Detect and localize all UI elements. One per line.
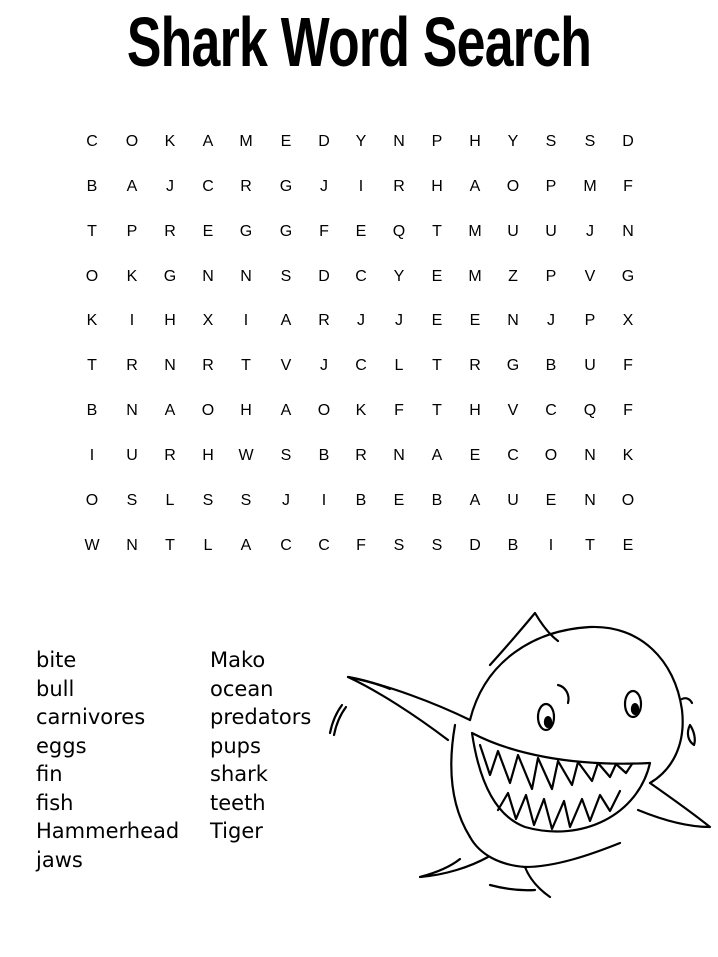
grid-letter: N bbox=[507, 312, 519, 329]
grid-letter: B bbox=[355, 492, 367, 509]
grid-letter: M bbox=[468, 223, 482, 240]
word-list-item: predators bbox=[210, 705, 312, 729]
grid-letter: O bbox=[201, 402, 215, 419]
grid-letter: U bbox=[126, 447, 138, 464]
grid-letter: X bbox=[622, 312, 634, 329]
grid-letter: E bbox=[355, 223, 367, 240]
grid-letter: R bbox=[164, 223, 176, 240]
grid-letter: E bbox=[469, 312, 481, 329]
grid-letter: F bbox=[394, 402, 404, 419]
grid-letter: W bbox=[238, 447, 254, 464]
grid-letter: Q bbox=[583, 402, 597, 419]
grid-letter: U bbox=[507, 223, 519, 240]
grid-letter: M bbox=[468, 268, 482, 285]
grid-letter: J bbox=[320, 357, 328, 374]
grid-letter: S bbox=[240, 492, 252, 509]
grid-letter: Z bbox=[508, 268, 518, 285]
grid-letter: P bbox=[431, 133, 443, 150]
grid-letter: I bbox=[129, 312, 135, 329]
grid-letter: P bbox=[584, 312, 596, 329]
grid-letter: Y bbox=[507, 133, 519, 150]
grid-letter: A bbox=[202, 133, 214, 150]
grid-letter: E bbox=[545, 492, 557, 509]
grid-letter: I bbox=[548, 537, 554, 554]
grid-letter: P bbox=[545, 178, 557, 195]
grid-letter: E bbox=[622, 537, 634, 554]
grid-letter: E bbox=[202, 223, 214, 240]
grid-letter: E bbox=[280, 133, 292, 150]
grid-letter: S bbox=[126, 492, 138, 509]
grid-letter: M bbox=[239, 133, 253, 150]
word-list-item: Hammerhead bbox=[36, 819, 180, 843]
grid-letter: E bbox=[431, 312, 443, 329]
grid-letter: H bbox=[431, 178, 443, 195]
grid-letter: R bbox=[355, 447, 367, 464]
grid-letter: C bbox=[507, 447, 519, 464]
grid-letter: J bbox=[357, 312, 365, 329]
word-list-item: jaws bbox=[36, 848, 83, 872]
grid-letter: A bbox=[164, 402, 176, 419]
word-list-item: Mako bbox=[210, 648, 266, 672]
grid-letter: C bbox=[86, 133, 98, 150]
grid-letter: K bbox=[126, 268, 138, 285]
grid-letter: A bbox=[431, 447, 443, 464]
grid-letter: I bbox=[321, 492, 327, 509]
grid-letter: J bbox=[282, 492, 290, 509]
grid-letter: T bbox=[432, 357, 442, 374]
grid-letter: C bbox=[318, 537, 330, 554]
word-list-item: Tiger bbox=[210, 819, 263, 843]
grid-letter: S bbox=[431, 537, 443, 554]
grid-letter: A bbox=[240, 537, 252, 554]
grid-letter: H bbox=[164, 312, 176, 329]
grid-letter: N bbox=[393, 447, 405, 464]
grid-letter: Q bbox=[392, 223, 406, 240]
grid-letter: S bbox=[393, 537, 405, 554]
grid-letter: F bbox=[623, 402, 633, 419]
grid-letter: I bbox=[243, 312, 249, 329]
grid-letter: N bbox=[240, 268, 252, 285]
grid-letter: A bbox=[126, 178, 138, 195]
grid-letter: C bbox=[355, 268, 367, 285]
grid-letter: D bbox=[318, 133, 330, 150]
grid-letter: I bbox=[89, 447, 95, 464]
grid-letter: B bbox=[431, 492, 443, 509]
grid-letter: S bbox=[584, 133, 596, 150]
cartoon-shark-icon bbox=[320, 605, 718, 905]
grid-letter: P bbox=[126, 223, 138, 240]
grid-letter: C bbox=[545, 402, 557, 419]
grid-letter: K bbox=[622, 447, 634, 464]
grid-letter: L bbox=[203, 537, 213, 554]
word-list-item: teeth bbox=[210, 791, 266, 815]
grid-letter: J bbox=[547, 312, 555, 329]
grid-letter: O bbox=[85, 268, 99, 285]
grid-letter: N bbox=[584, 492, 596, 509]
grid-letter: S bbox=[545, 133, 557, 150]
grid-letter: A bbox=[280, 402, 292, 419]
grid-letter: E bbox=[469, 447, 481, 464]
grid-letter: O bbox=[85, 492, 99, 509]
grid-letter: F bbox=[623, 178, 633, 195]
grid-letter: K bbox=[86, 312, 98, 329]
grid-letter: G bbox=[163, 268, 177, 285]
grid-letter: B bbox=[507, 537, 519, 554]
word-list-item: ocean bbox=[210, 677, 274, 701]
grid-letter: R bbox=[126, 357, 138, 374]
grid-letter: O bbox=[544, 447, 558, 464]
page-title: Shark Word Search bbox=[126, 3, 592, 81]
grid-letter: T bbox=[87, 357, 97, 374]
grid-letter: N bbox=[393, 133, 405, 150]
grid-letter: E bbox=[393, 492, 405, 509]
grid-letter: H bbox=[202, 447, 214, 464]
grid-letter: K bbox=[164, 133, 176, 150]
grid-letter: O bbox=[317, 402, 331, 419]
grid-letter: V bbox=[584, 268, 596, 285]
grid-letter: B bbox=[86, 402, 98, 419]
grid-letter: T bbox=[585, 537, 595, 554]
grid-letter: G bbox=[279, 223, 293, 240]
grid-letter: X bbox=[202, 312, 214, 329]
grid-letter: N bbox=[126, 537, 138, 554]
grid-letter: A bbox=[469, 178, 481, 195]
grid-letter: G bbox=[621, 268, 635, 285]
grid-letter: F bbox=[319, 223, 329, 240]
grid-letter: C bbox=[355, 357, 367, 374]
grid-letter: P bbox=[545, 268, 557, 285]
grid-letter: K bbox=[355, 402, 367, 419]
grid-letter: H bbox=[469, 133, 481, 150]
grid-letter: N bbox=[126, 402, 138, 419]
grid-letter: L bbox=[165, 492, 175, 509]
grid-letter: R bbox=[240, 178, 252, 195]
grid-letter: O bbox=[506, 178, 520, 195]
grid-letter: J bbox=[166, 178, 174, 195]
grid-letter: G bbox=[279, 178, 293, 195]
grid-letter: T bbox=[87, 223, 97, 240]
word-list-item: eggs bbox=[36, 734, 87, 758]
grid-letter: U bbox=[507, 492, 519, 509]
word-list-item: bite bbox=[36, 648, 77, 672]
grid-letter: D bbox=[469, 537, 481, 554]
grid-letter: B bbox=[318, 447, 330, 464]
word-list-item: pups bbox=[210, 734, 261, 758]
grid-letter: Y bbox=[355, 133, 367, 150]
word-list-item: bull bbox=[36, 677, 75, 701]
grid-letter: E bbox=[431, 268, 443, 285]
grid-letter: S bbox=[280, 268, 292, 285]
grid-letter: C bbox=[280, 537, 292, 554]
grid-letter: W bbox=[84, 537, 100, 554]
grid-letter: T bbox=[241, 357, 251, 374]
grid-letter: J bbox=[395, 312, 403, 329]
grid-letter: J bbox=[320, 178, 328, 195]
word-list-item: fin bbox=[36, 762, 63, 786]
grid-letter: V bbox=[507, 402, 519, 419]
grid-letter: N bbox=[622, 223, 634, 240]
grid-letter: D bbox=[318, 268, 330, 285]
grid-letter: M bbox=[583, 178, 597, 195]
grid-letter: D bbox=[622, 133, 634, 150]
grid-letter: I bbox=[358, 178, 364, 195]
grid-letter: Y bbox=[393, 268, 405, 285]
word-list-item: shark bbox=[210, 762, 268, 786]
grid-letter: F bbox=[623, 357, 633, 374]
grid-letter: J bbox=[586, 223, 594, 240]
grid-letter: R bbox=[202, 357, 214, 374]
grid-letter: R bbox=[318, 312, 330, 329]
grid-letter: N bbox=[202, 268, 214, 285]
grid-letter: G bbox=[506, 357, 520, 374]
grid-letter: G bbox=[239, 223, 253, 240]
grid-letter: H bbox=[469, 402, 481, 419]
grid-letter: B bbox=[545, 357, 557, 374]
grid-letter: H bbox=[240, 402, 252, 419]
grid-letter: U bbox=[545, 223, 557, 240]
grid-letter: R bbox=[164, 447, 176, 464]
grid-letter: T bbox=[432, 402, 442, 419]
grid-letter: C bbox=[202, 178, 214, 195]
grid-letter: O bbox=[621, 492, 635, 509]
grid-letter: R bbox=[393, 178, 405, 195]
word-list-item: carnivores bbox=[36, 705, 146, 729]
grid-letter: S bbox=[202, 492, 214, 509]
grid-letter: F bbox=[356, 537, 366, 554]
grid-letter: A bbox=[280, 312, 292, 329]
grid-letter: L bbox=[394, 357, 404, 374]
grid-letter: T bbox=[165, 537, 175, 554]
grid-letter: R bbox=[469, 357, 481, 374]
grid-letter: B bbox=[86, 178, 98, 195]
grid-letter: N bbox=[164, 357, 176, 374]
grid-letter: T bbox=[432, 223, 442, 240]
grid-letter: S bbox=[280, 447, 292, 464]
word-list-item: fish bbox=[36, 791, 74, 815]
grid-letter: A bbox=[469, 492, 481, 509]
grid-letter: O bbox=[125, 133, 139, 150]
grid-letter: U bbox=[584, 357, 596, 374]
grid-letter: V bbox=[280, 357, 292, 374]
grid-letter: N bbox=[584, 447, 596, 464]
